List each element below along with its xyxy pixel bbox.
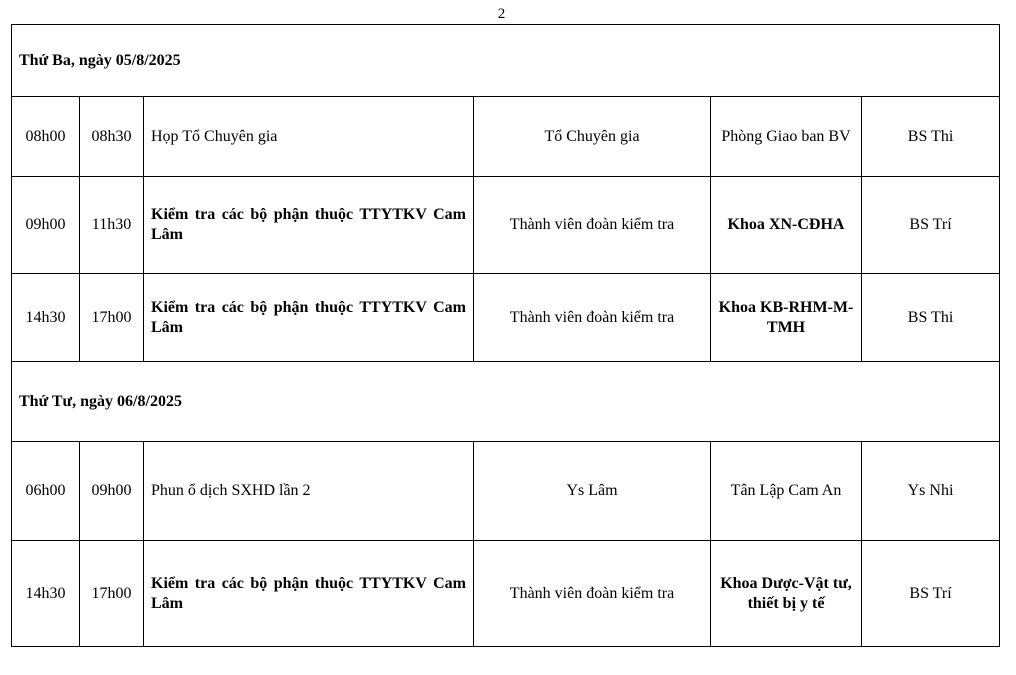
participants: Thành viên đoàn kiểm tra	[474, 274, 711, 362]
start-time: 09h00	[12, 177, 80, 274]
start-time: 08h00	[12, 97, 80, 177]
day-heading-row	[12, 25, 1000, 97]
schedule-table	[11, 24, 1000, 647]
lead: BS Trí	[862, 541, 1000, 647]
table-row	[12, 97, 1000, 177]
lead: BS Thi	[862, 97, 1000, 177]
participants: Ys Lâm	[474, 442, 711, 541]
page-number: 2	[497, 6, 506, 22]
table-row	[12, 442, 1000, 541]
participants: Thành viên đoàn kiểm tra	[474, 541, 711, 647]
table-row	[12, 541, 1000, 647]
activity-content: Họp Tổ Chuyên gia	[144, 97, 474, 177]
activity-content: Kiểm tra các bộ phận thuộc TTYTKV Cam Lâm	[144, 177, 474, 274]
lead: Ys Nhi	[862, 442, 1000, 541]
location: Khoa XN-CĐHA	[711, 177, 862, 274]
day-heading: Thứ Tư, ngày 06/8/2025	[12, 362, 1000, 442]
lead: BS Thi	[862, 274, 1000, 362]
table-row	[12, 177, 1000, 274]
location: Phòng Giao ban BV	[711, 97, 862, 177]
participants: Tổ Chuyên gia	[474, 97, 711, 177]
table-row	[12, 274, 1000, 362]
end-time: 11h30	[80, 177, 144, 274]
activity-content: Kiểm tra các bộ phận thuộc TTYTKV Cam Lâm	[144, 541, 474, 647]
participants: Thành viên đoàn kiểm tra	[474, 177, 711, 274]
location: Khoa Dược-Vật tư, thiết bị y tế	[711, 541, 862, 647]
location: Tân Lập Cam An	[711, 442, 862, 541]
end-time: 17h00	[80, 274, 144, 362]
day-heading: Thứ Ba, ngày 05/8/2025	[12, 25, 1000, 97]
day-heading-row	[12, 362, 1000, 442]
location: Khoa KB-RHM-M-TMH	[711, 274, 862, 362]
start-time: 14h30	[12, 541, 80, 647]
end-time: 08h30	[80, 97, 144, 177]
start-time: 14h30	[12, 274, 80, 362]
end-time: 09h00	[80, 442, 144, 541]
lead: BS Trí	[862, 177, 1000, 274]
start-time: 06h00	[12, 442, 80, 541]
end-time: 17h00	[80, 541, 144, 647]
activity-content: Phun ổ dịch SXHD lần 2	[144, 442, 474, 541]
activity-content: Kiểm tra các bộ phận thuộc TTYTKV Cam Lâm	[144, 274, 474, 362]
